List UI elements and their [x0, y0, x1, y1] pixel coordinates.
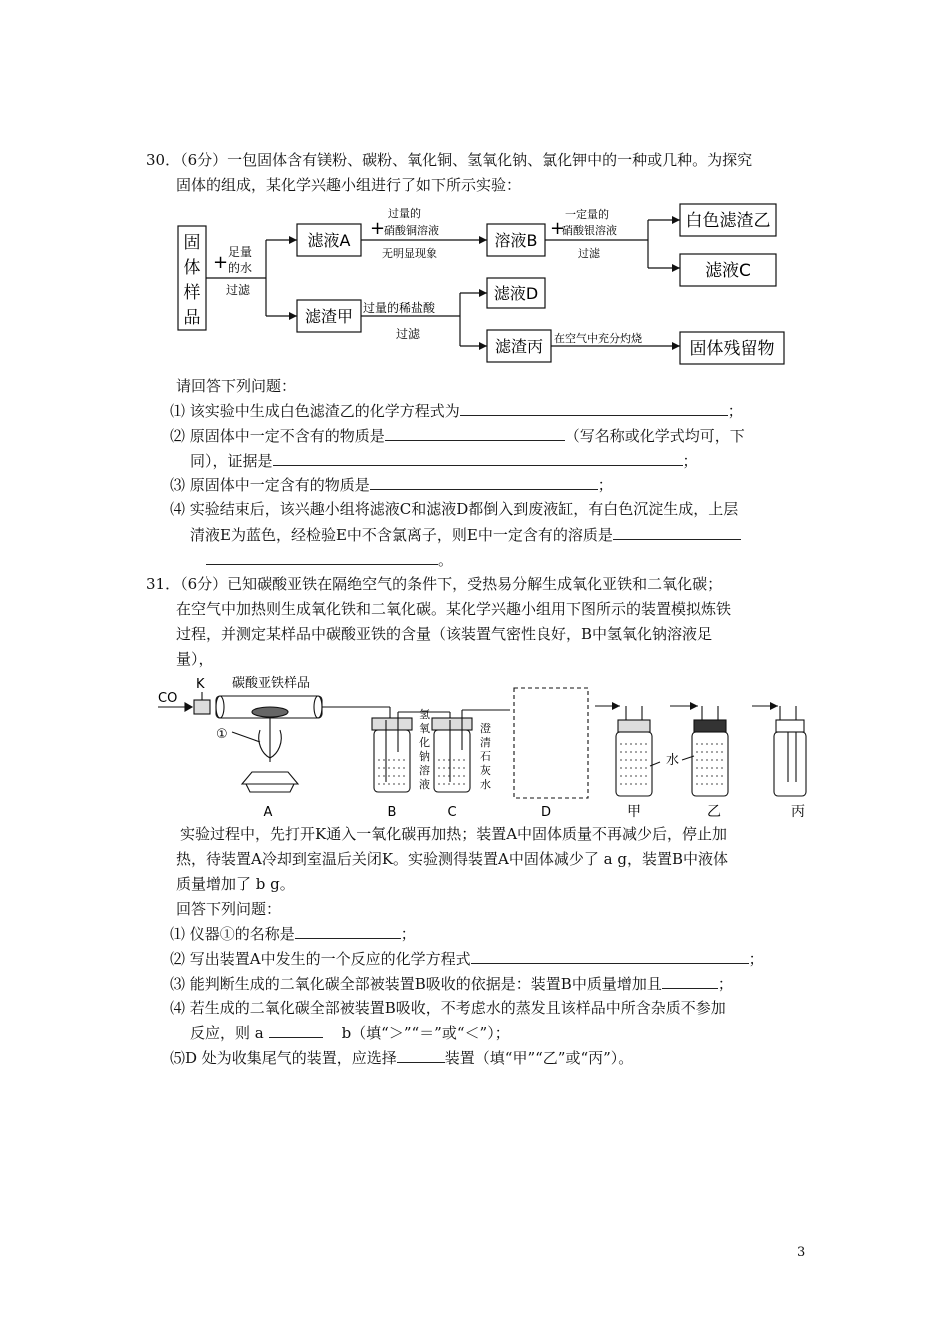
q30-p3-end: ； [597, 476, 613, 494]
white-residue-label: 白色滤渣乙 [685, 211, 771, 231]
q30-part4-cont [190, 524, 741, 545]
q31-intro-line2: 在空气中加热则生成氧化铁和二氧化碳。某化学兴趣小组用下图所示的装置模拟炼铁 [176, 600, 732, 618]
q31-ask: 回答下列问题： [176, 900, 282, 918]
naoh-char-6: 液 [419, 778, 430, 791]
naoh-char-5: 溶 [419, 764, 430, 777]
lime-char-3: 石 [480, 750, 491, 763]
bottle-bing [774, 732, 806, 796]
step5-label: 在空气中充分灼烧 [554, 332, 642, 345]
q31-p4-blank[interactable] [269, 1022, 323, 1038]
step3-bottom: 过滤 [578, 247, 600, 260]
q31-part4: ⑷ 若生成的二氧化碳全部被装置B吸收，不考虑水的蒸发且该样品中所含杂质不参加 [170, 999, 726, 1017]
q31-p5-text2: 装置（填“甲”“乙”或“丙”）。 [444, 1049, 634, 1067]
filtrate-d-label: 滤液D [493, 284, 539, 303]
step3-top: 一定量的 [565, 208, 609, 221]
q30-p4-text: 清液E为蓝色，经检验E中不含氯离子，则E中一定含有的溶质是 [190, 526, 613, 544]
label-bing: 丙 [791, 804, 805, 820]
q30-p4-end: 。 [438, 551, 454, 569]
k-label: K [196, 677, 205, 692]
solid-remain-label: 固体残留物 [689, 339, 775, 359]
step2-mid: 硝酸铜溶液 [384, 224, 439, 237]
q30-p1-text: ⑴ 该实验中生成白色滤渣乙的化学方程式为 [170, 402, 460, 420]
label-d: D [540, 805, 552, 820]
q31-p2-end: ； [748, 950, 764, 968]
q31-p5-text: ⑸D 处为收集尾气的装置，应选择 [170, 1049, 397, 1067]
plus-sign-2: + [370, 218, 386, 239]
step4-bottom: 过滤 [396, 327, 421, 341]
q30-intro-line1: 30．（6分）一包固体含有镁粉、碳粉、氧化铜、氢氧化钠、氯化钾中的一种或几种。为探究 [146, 151, 753, 169]
q30-p2-text3: 同），证据是 [190, 452, 273, 470]
naoh-char-4: 钠 [419, 750, 430, 763]
q30-p1-blank[interactable] [460, 400, 728, 416]
q30-p1-end: ； [727, 402, 743, 420]
bottle-c [434, 730, 470, 792]
q30-p2-text: ⑵ 原固体中一定不含有的物质是 [170, 427, 385, 445]
q31-part1 [170, 923, 416, 944]
filtrate-c-label: 滤液C [705, 261, 751, 281]
q31-part3 [170, 973, 733, 994]
q30-p4-blank1[interactable] [613, 524, 741, 540]
q30-p2-text2: （写名称或化学式均可，下 [564, 427, 745, 445]
q31-intro-line1: 31．（6分）已知碳酸亚铁在隔绝空气的条件下，受热易分解生成氧化亚铁和二氧化碳； [146, 575, 723, 593]
bottle-yi [692, 732, 728, 796]
step1-top: 足量 [228, 245, 253, 259]
water-label: 水 [666, 753, 680, 768]
naoh-char-1: 氢 [419, 708, 430, 721]
label-jia: 甲 [627, 804, 641, 820]
q31-intro-line3: 过程，并测定某样品中碳酸亚铁的含量（该装置气密性良好，B中氢氧化钠溶液足 [176, 625, 713, 643]
q30-p2-blank2[interactable] [273, 450, 683, 466]
q31-p3-end: ； [717, 975, 733, 993]
page-number: 3 [797, 1245, 806, 1260]
label-a: A [263, 805, 273, 820]
step1-bottom: 过滤 [226, 283, 251, 297]
q30-p4-blank2[interactable] [206, 549, 438, 565]
q31-part5 [170, 1047, 633, 1068]
q30-part2-cont [190, 450, 698, 471]
box-d-placeholder [514, 688, 588, 798]
q31-procedure-line3: 质量增加了 b g。 [176, 875, 295, 893]
q31-p1-end: ； [400, 925, 416, 943]
q31-p4-text: 反应，则 a [190, 1024, 264, 1042]
filtrate-a-label: 滤液A [307, 231, 351, 250]
label-b: B [387, 805, 397, 820]
step4-top: 过量的稀盐酸 [363, 301, 436, 315]
q30-part1 [170, 400, 743, 421]
valve-k[interactable] [194, 700, 210, 714]
plus-sign-1: + [213, 252, 229, 273]
q31-p2-blank[interactable] [471, 948, 749, 964]
q31-p1-text: ⑴ 仪器①的名称是 [170, 925, 295, 943]
q31-p4-text2: b（填“＞”“＝”或“＜”）； [341, 1024, 510, 1042]
step3-mid: 硝酸银溶液 [562, 224, 617, 237]
q30-part4-cont2 [206, 549, 453, 570]
solution-b-label: 溶液B [494, 231, 538, 250]
step2-top: 过量的 [388, 207, 421, 220]
q30-p2-blank1[interactable] [385, 425, 565, 441]
residue-jia-label: 滤渣甲 [304, 307, 354, 326]
bottle-jia [616, 732, 652, 796]
q30-p2-end: ； [682, 452, 698, 470]
bottle-b [374, 730, 410, 792]
q30-ask: 请回答下列问题： [176, 377, 297, 395]
label-c: C [447, 805, 457, 820]
q30-part2 [170, 425, 745, 446]
q30-part4: ⑷ 实验结束后，该兴趣小组将滤液C和滤液D都倒入到废液缸，有白色沉淀生成，上层 [170, 500, 739, 518]
q31-intro-line4: 量）， [176, 650, 214, 668]
q31-procedure-line1: 实验过程中，先打开K通入一氧化碳再加热；装置A中固体质量不再减少后，停止加 [180, 825, 728, 843]
plus-sign-3: + [550, 218, 566, 239]
residue-bing-label: 滤渣丙 [494, 337, 544, 356]
q31-procedure-line2: 热，待装置A冷却到室温后关闭K。实验测得装置A中固体减少了 a g，装置B中液体 [176, 850, 728, 868]
co-label: CO [158, 691, 178, 706]
label-yi: 乙 [707, 804, 721, 820]
q31-p3-text: ⑶ 能判断生成的二氧化碳全部被装置B吸收的依据是：装置B中质量增加且 [170, 975, 662, 993]
q30-flow-diagram [170, 200, 790, 370]
lamp-body [242, 772, 298, 784]
q30-p3-text: ⑶ 原固体中一定含有的物质是 [170, 476, 370, 494]
q31-p5-blank[interactable] [397, 1047, 445, 1063]
sample-char-2: 体 [183, 258, 201, 278]
naoh-char-3: 化 [419, 736, 430, 749]
sample-label: 碳酸亚铁样品 [232, 676, 311, 691]
sample-char-1: 固 [183, 233, 201, 253]
q31-part4-cont [190, 1022, 510, 1043]
q31-apparatus-diagram [150, 672, 840, 824]
q30-part3 [170, 474, 613, 495]
q31-p1-blank[interactable] [295, 923, 401, 939]
q30-p3-blank[interactable] [370, 474, 598, 490]
q31-part2 [170, 948, 764, 969]
lime-char-4: 灰 [480, 764, 491, 777]
step2-bottom: 无明显现象 [382, 247, 437, 260]
step1-mid: 的水 [228, 261, 253, 275]
q30-intro-line2: 固体的组成，某化学兴趣小组进行了如下所示实验： [176, 176, 522, 194]
instrument-1-label: ① [216, 727, 228, 742]
naoh-char-2: 氧 [419, 722, 430, 735]
lime-char-2: 清 [480, 736, 491, 749]
lime-char-1: 澄 [480, 722, 491, 735]
sample-char-4: 品 [183, 308, 201, 328]
q31-p2-text: ⑵ 写出装置A中发生的一个反应的化学方程式 [170, 950, 471, 968]
sample-material [252, 707, 288, 717]
sample-char-3: 样 [183, 283, 201, 303]
q31-p3-blank[interactable] [662, 973, 718, 989]
lime-char-5: 水 [480, 778, 491, 791]
